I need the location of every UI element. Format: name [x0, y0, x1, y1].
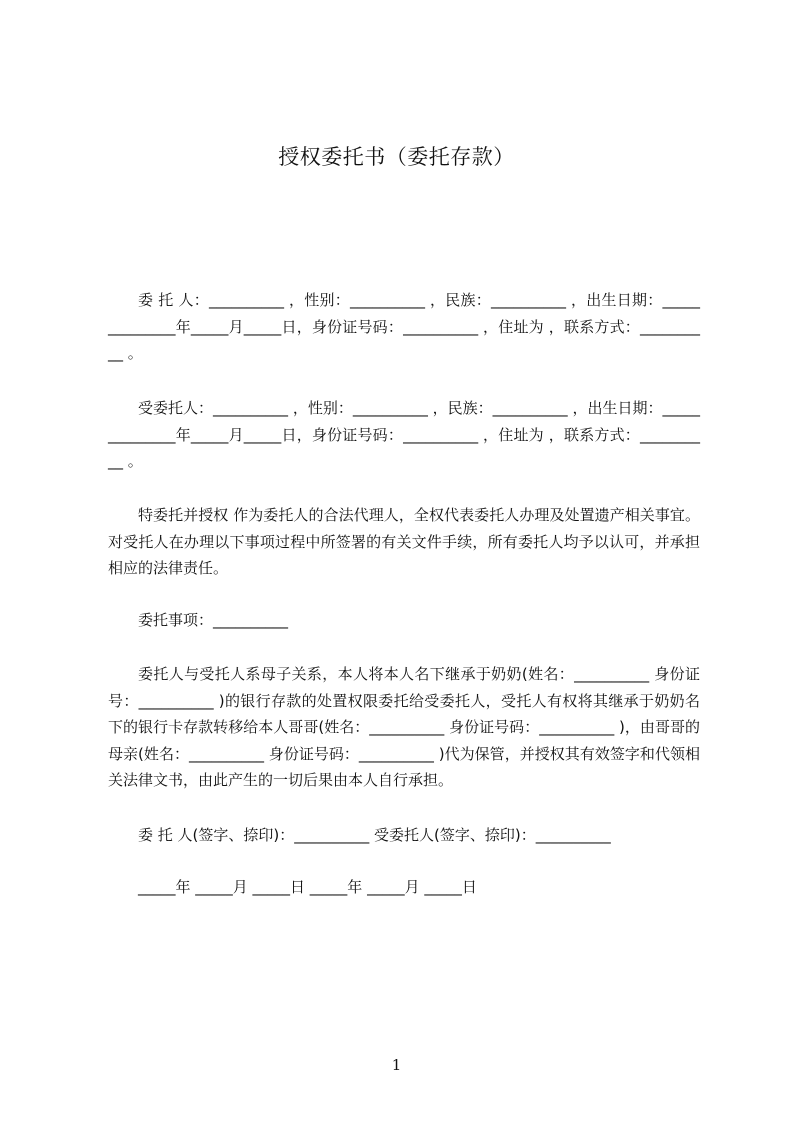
- page-number: 1: [391, 1056, 402, 1074]
- signature-line: 委 托 人(签字、捺印)：__________ 受委托人(签字、捺印)：__________: [138, 826, 611, 844]
- details-paragraph: 委托人与受托人系母子关系，本人将本人名下继承于奶奶(姓名：__________ 身份证号：__________ )的银行存款的处置权限委托给受委托人，受托人有权将其继承于奶奶名下的银行卡存款转移给本人哥哥(姓名：__________ 身份证号码：__________ )，由哥哥的母亲(姓名：__________ 身份证号码：__________ )代为保管，并授权其有效签字和代领相关法律文书，由此产生的一切后果由本人自行承担。: [108, 665, 700, 789]
- document-title: 授权委托书（委托存款）: [278, 145, 515, 169]
- authorization-paragraph: 特委托并授权 作为委托人的合法代理人，全权代表委托人办理及处置遗产相关事宜。对受托人在办理以下事项过程中所签署的有关文件手续，所有委托人均予以认可，并承担相应的法律责任。: [108, 506, 700, 577]
- matters-line: 委托事项：__________: [138, 611, 289, 629]
- principal-info-paragraph: 委 托 人：__________ ，性别：__________ ，民族：__________ ，出生日期：______________年_____月_____日，身份证号码：__________ ，住址为 ，联系方式：__________ 。: [108, 291, 700, 362]
- date-line: _____年 _____月 _____日 _____年 _____月 _____日: [138, 878, 477, 896]
- agent-info-paragraph: 受委托人：__________ ，性别：__________ ，民族：__________ ，出生日期：______________年_____月_____日，身份证号码：__________ ，住址为 ，联系方式：__________ 。: [108, 399, 700, 470]
